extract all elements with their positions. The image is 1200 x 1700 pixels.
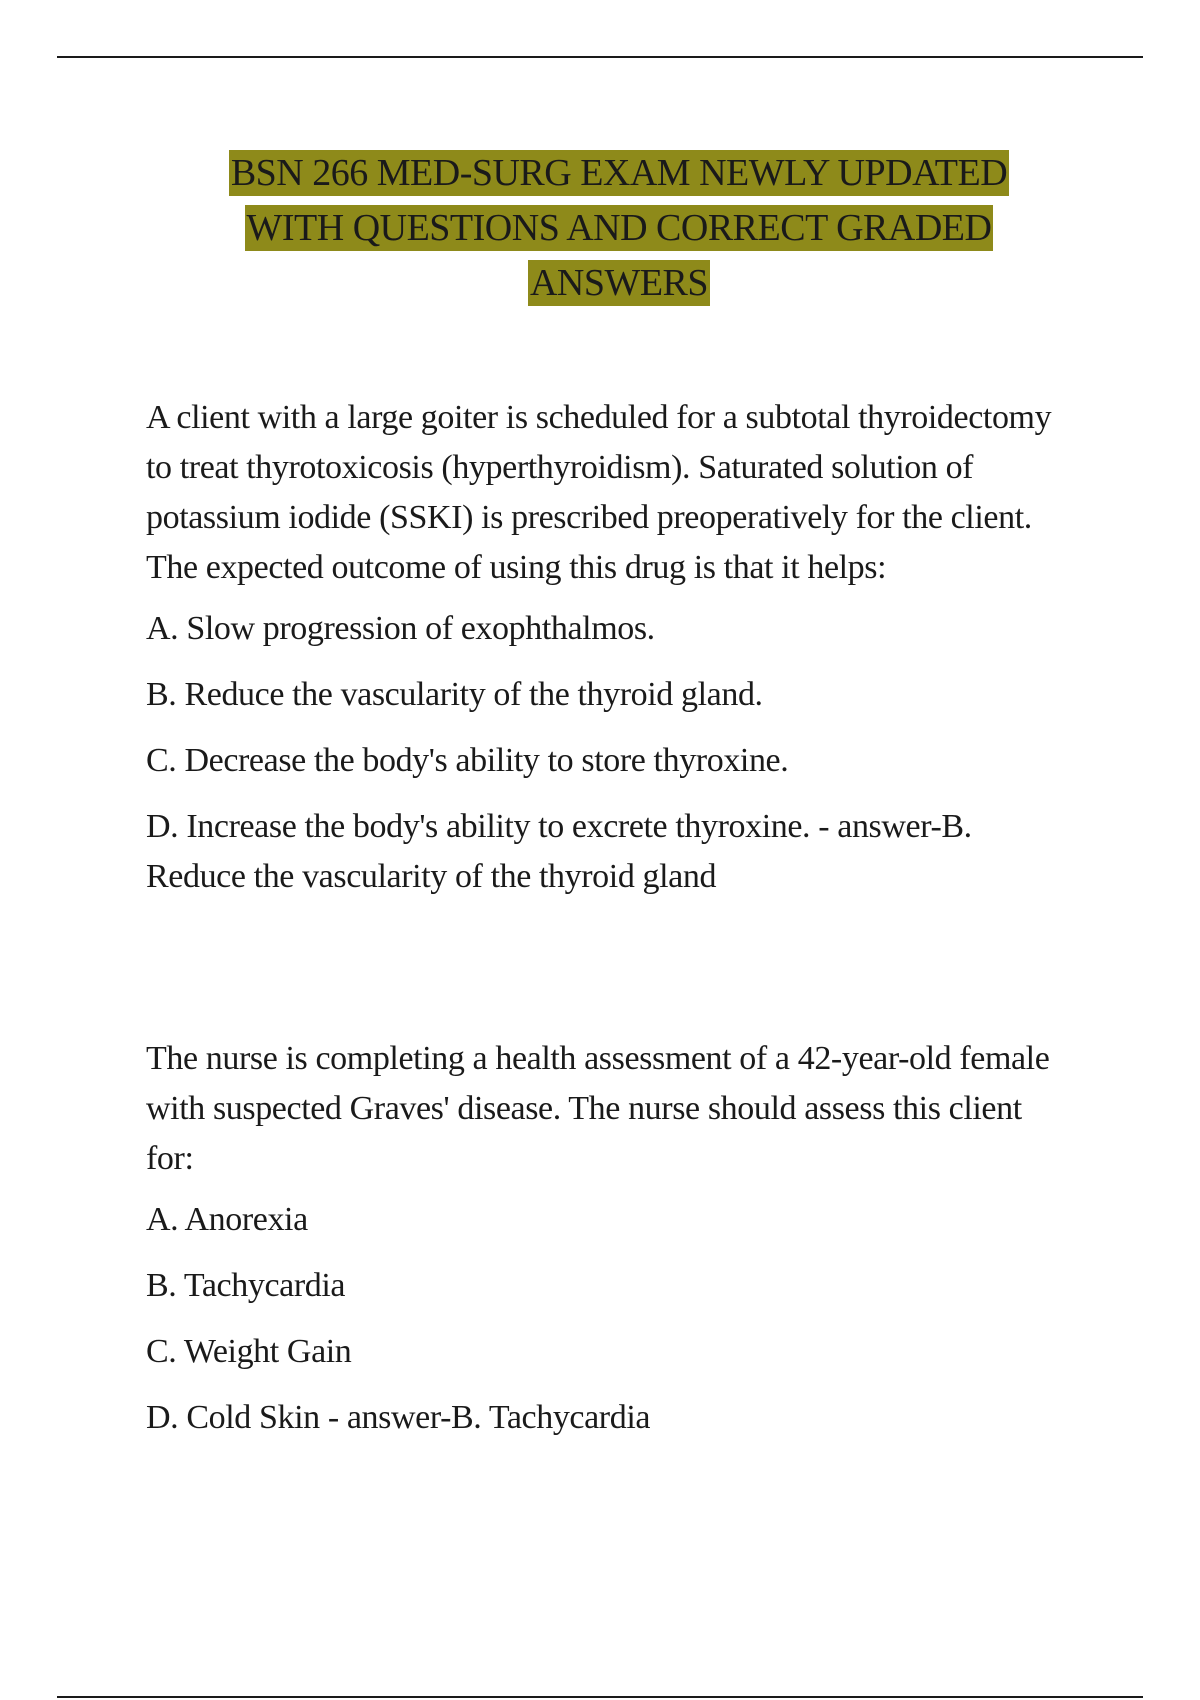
answer-option: A. Slow progression of exophthalmos.	[146, 610, 655, 647]
answer-option: C. Weight Gain	[146, 1333, 352, 1370]
question-stem: The nurse is completing a health assessment of a 42-year-old female with suspected Graves' disease. The nurse should assess this client for:	[146, 1040, 1050, 1177]
answer-option: D. Cold Skin - answer-B. Tachycardia	[146, 1399, 651, 1436]
question-stem: A client with a large goiter is scheduled for a subtotal thyroidectomy to treat thyrotoxicosis (hyperthyroidism). Saturated solution of potassium iodide (SSKI) is prescribed preoperatively for the client. The expected outcome of using this drug is that it helps:	[146, 399, 1052, 586]
answer-option: D. Increase the body's ability to excrete thyroxine. - answer-B. Reduce the vascularity of the thyroid gland	[146, 808, 972, 895]
answer-option: A. Anorexia	[146, 1201, 308, 1238]
answer-option: B. Tachycardia	[146, 1267, 346, 1304]
question-2	[146, 1034, 1076, 1443]
title-line: ANSWERS	[529, 262, 709, 304]
answer-option: B. Reduce the vascularity of the thyroid gland.	[146, 676, 763, 713]
bottom-divider	[57, 1696, 1143, 1698]
title-line: WITH QUESTIONS AND CORRECT GRADED	[246, 207, 992, 249]
title-line: BSN 266 MED-SURG EXAM NEWLY UPDATED	[230, 152, 1008, 194]
question-1	[146, 393, 1076, 902]
document-title	[60, 146, 1178, 311]
answer-option: C. Decrease the body's ability to store thyroxine.	[146, 742, 789, 779]
top-divider	[57, 56, 1143, 58]
